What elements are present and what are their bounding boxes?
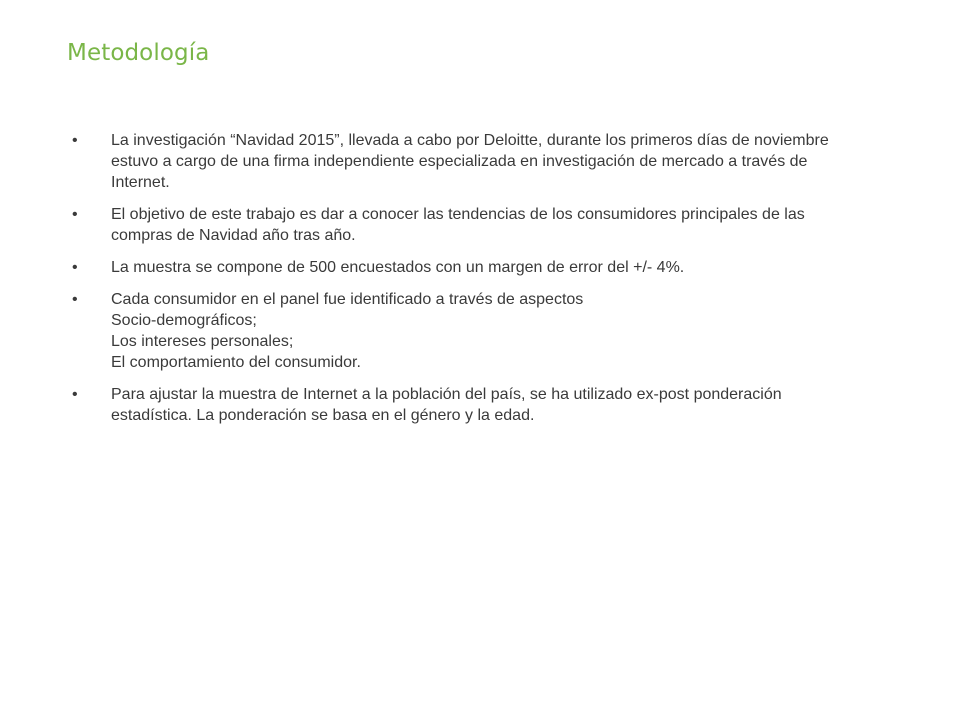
bullet-item-1 xyxy=(72,130,862,193)
bullet-item-3 xyxy=(72,257,862,278)
bullet-glyph: • xyxy=(72,206,78,223)
bullet-text: Cada consumidor en el panel fue identificado a través de aspectos xyxy=(111,291,584,308)
bullet-text: El objetivo de este trabajo es dar a conocer las tendencias de los consumidores principales de las compras de Navidad año tras año. xyxy=(111,206,805,244)
bullet-text: Para ajustar la muestra de Internet a la población del país, se ha utilizado ex-post ponderación estadística. La ponderación se basa en el género y la edad. xyxy=(111,386,782,424)
slide-title: Metodología xyxy=(67,40,210,66)
bullet-item-4 xyxy=(72,289,862,373)
bullet-glyph: • xyxy=(72,259,78,276)
bullet-text-subline: Los intereses personales; xyxy=(111,333,294,350)
bullet-item-2 xyxy=(72,204,862,246)
bullet-glyph: • xyxy=(72,291,78,308)
bullet-text-subline: Socio-demográficos; xyxy=(111,312,257,329)
bullet-list xyxy=(72,130,862,437)
bullet-glyph: • xyxy=(72,132,78,149)
bullet-text: La investigación “Navidad 2015”, llevada a cabo por Deloitte, durante los primeros días de noviembre estuvo a cargo de una firma independiente especializada en investigación de mercado a través de Internet. xyxy=(111,132,829,191)
bullet-item-5 xyxy=(72,384,862,426)
bullet-text-subline: El comportamiento del consumidor. xyxy=(111,354,361,371)
bullet-glyph: • xyxy=(72,386,78,403)
bullet-text: La muestra se compone de 500 encuestados con un margen de error del +/- 4%. xyxy=(111,259,685,276)
